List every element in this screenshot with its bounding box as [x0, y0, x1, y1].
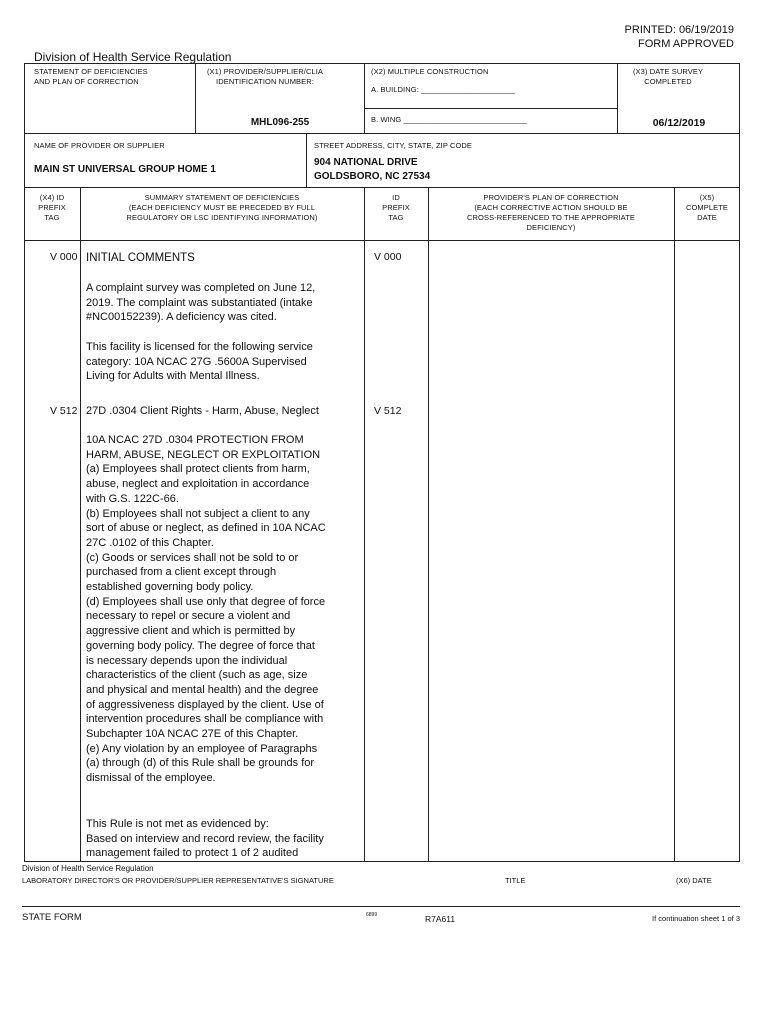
vline-summary: [364, 187, 365, 862]
vline-b: [364, 63, 365, 133]
x3-value: 06/12/2019: [652, 117, 706, 129]
address-line1: 904 NATIONAL DRIVE: [314, 157, 418, 168]
v512-title: 27D .0304 Client Rights - Harm, Abuse, Neglect: [86, 405, 319, 417]
x3-label: (X3) DATE SURVEY COMPLETED: [632, 67, 704, 86]
footer-division: Division of Health Service Regulation: [22, 864, 154, 873]
provider-name-label: NAME OF PROVIDER OR SUPPLIER: [34, 141, 165, 150]
vline-plan: [674, 187, 675, 862]
form-code: R7A611: [425, 914, 456, 924]
state-form-label: STATE FORM: [22, 912, 82, 923]
statement-label: STATEMENT OF DEFICIENCIES AND PLAN OF CORRECTION: [34, 67, 148, 86]
licensure-paragraph: This facility is licensed for the following service category: 10A NCAC 27G .5600A Supervised Living for Adults with Mental Illness.: [86, 341, 313, 383]
form-approved: FORM APPROVED: [638, 38, 734, 50]
x6-date-label: (X6) DATE: [676, 876, 712, 885]
header-divider-3: [24, 240, 740, 241]
wing-label: B. WING _____________________________: [371, 115, 528, 124]
header-divider-1: [24, 133, 740, 134]
v512-id: V 512: [374, 405, 402, 417]
footer-rule: [22, 906, 740, 907]
v000-id: V 000: [374, 251, 402, 263]
vline-d: [306, 133, 307, 187]
v000-tag: V 000: [50, 251, 78, 263]
x1-label: (X1) PROVIDER/SUPPLIER/CLIA IDENTIFICATION NUMBER:: [206, 67, 324, 86]
col-id-header: ID PREFIX TAG: [382, 193, 410, 222]
building-label: A. BUILDING: ______________________: [371, 85, 516, 94]
continuation-sheet: If continuation sheet 1 of 3: [652, 914, 740, 923]
col-summary-header: SUMMARY STATEMENT OF DEFICIENCIES (EACH DEFICIENCY MUST BE PRECEDED BY FULL REGULATORY OR LSC IDENTIFYING INFORMATION): [126, 193, 318, 222]
form-code-small: 6899: [366, 912, 378, 918]
header-divider-2: [24, 187, 740, 188]
vline-x4: [80, 187, 81, 862]
col-x5-header: (X5) COMPLETE DATE: [685, 193, 729, 222]
initial-comments: INITIAL COMMENTS: [86, 252, 195, 264]
address-line2: GOLDSBORO, NC 27534: [314, 171, 431, 182]
vline-id: [428, 187, 429, 862]
signature-label: LABORATORY DIRECTOR'S OR PROVIDER/SUPPLIER REPRESENTATIVE'S SIGNATURE: [22, 876, 334, 885]
printed-date: PRINTED: 06/19/2019: [624, 24, 734, 36]
rule-text: 10A NCAC 27D .0304 PROTECTION FROM HARM, ABUSE, NEGLECT OR EXPLOITATION (a) Employees shall protect clients from harm, abuse, neglect and exploitation in accordance with G.S. 122C-66. (b) Employees shall not subject a client to any sort of abuse or neglect, as defined in 10A NCAC 27C .0102 of this Chapter. (c) Goods or services shall not be sold to or purchased from a client except through established governing body policy. (d) Employees shall use only that degree of force necessary to repel or secure a violent and aggressive client and which is permitted by governing body policy. The degree of force that is necessary depends upon the individual characteristics of the client (such as age, size and physical and mental health) and the degree of aggressiveness displayed by the client. Use of intervention procedures shall be compliance with Subchapter 10A NCAC 27E of this Chapter. (e) Any violation by an employee of Paragraphs (a) through (d) of this Rule shall be grounds for dismissal of the employee.: [86, 434, 326, 785]
x1-value: MHL096-255: [250, 117, 310, 128]
x2-label: (X2) MULTIPLE CONSTRUCTION: [371, 67, 489, 76]
col-plan-header: PROVIDER'S PLAN OF CORRECTION (EACH CORRECTIVE ACTION SHOULD BE CROSS-REFERENCED TO THE APPROPRIATE DEFICIENCY): [467, 193, 635, 232]
not-met-paragraph: This Rule is not met as evidenced by: Based on interview and record review, the facility management failed to protect 1 of 2 audited: [86, 818, 324, 860]
division-title: Division of Health Service Regulation: [34, 50, 232, 64]
title-label: TITLE: [505, 876, 526, 885]
wing-divider: [364, 108, 617, 109]
complaint-paragraph: A complaint survey was completed on June 12, 2019. The complaint was substantiated (intake #NC00152239). A deficiency was cited.: [86, 282, 316, 324]
v512-tag: V 512: [50, 405, 78, 417]
col-x4-header: (X4) ID PREFIX TAG: [38, 193, 66, 222]
address-label: STREET ADDRESS, CITY, STATE, ZIP CODE: [314, 141, 473, 150]
provider-name: MAIN ST UNIVERSAL GROUP HOME 1: [34, 164, 216, 175]
